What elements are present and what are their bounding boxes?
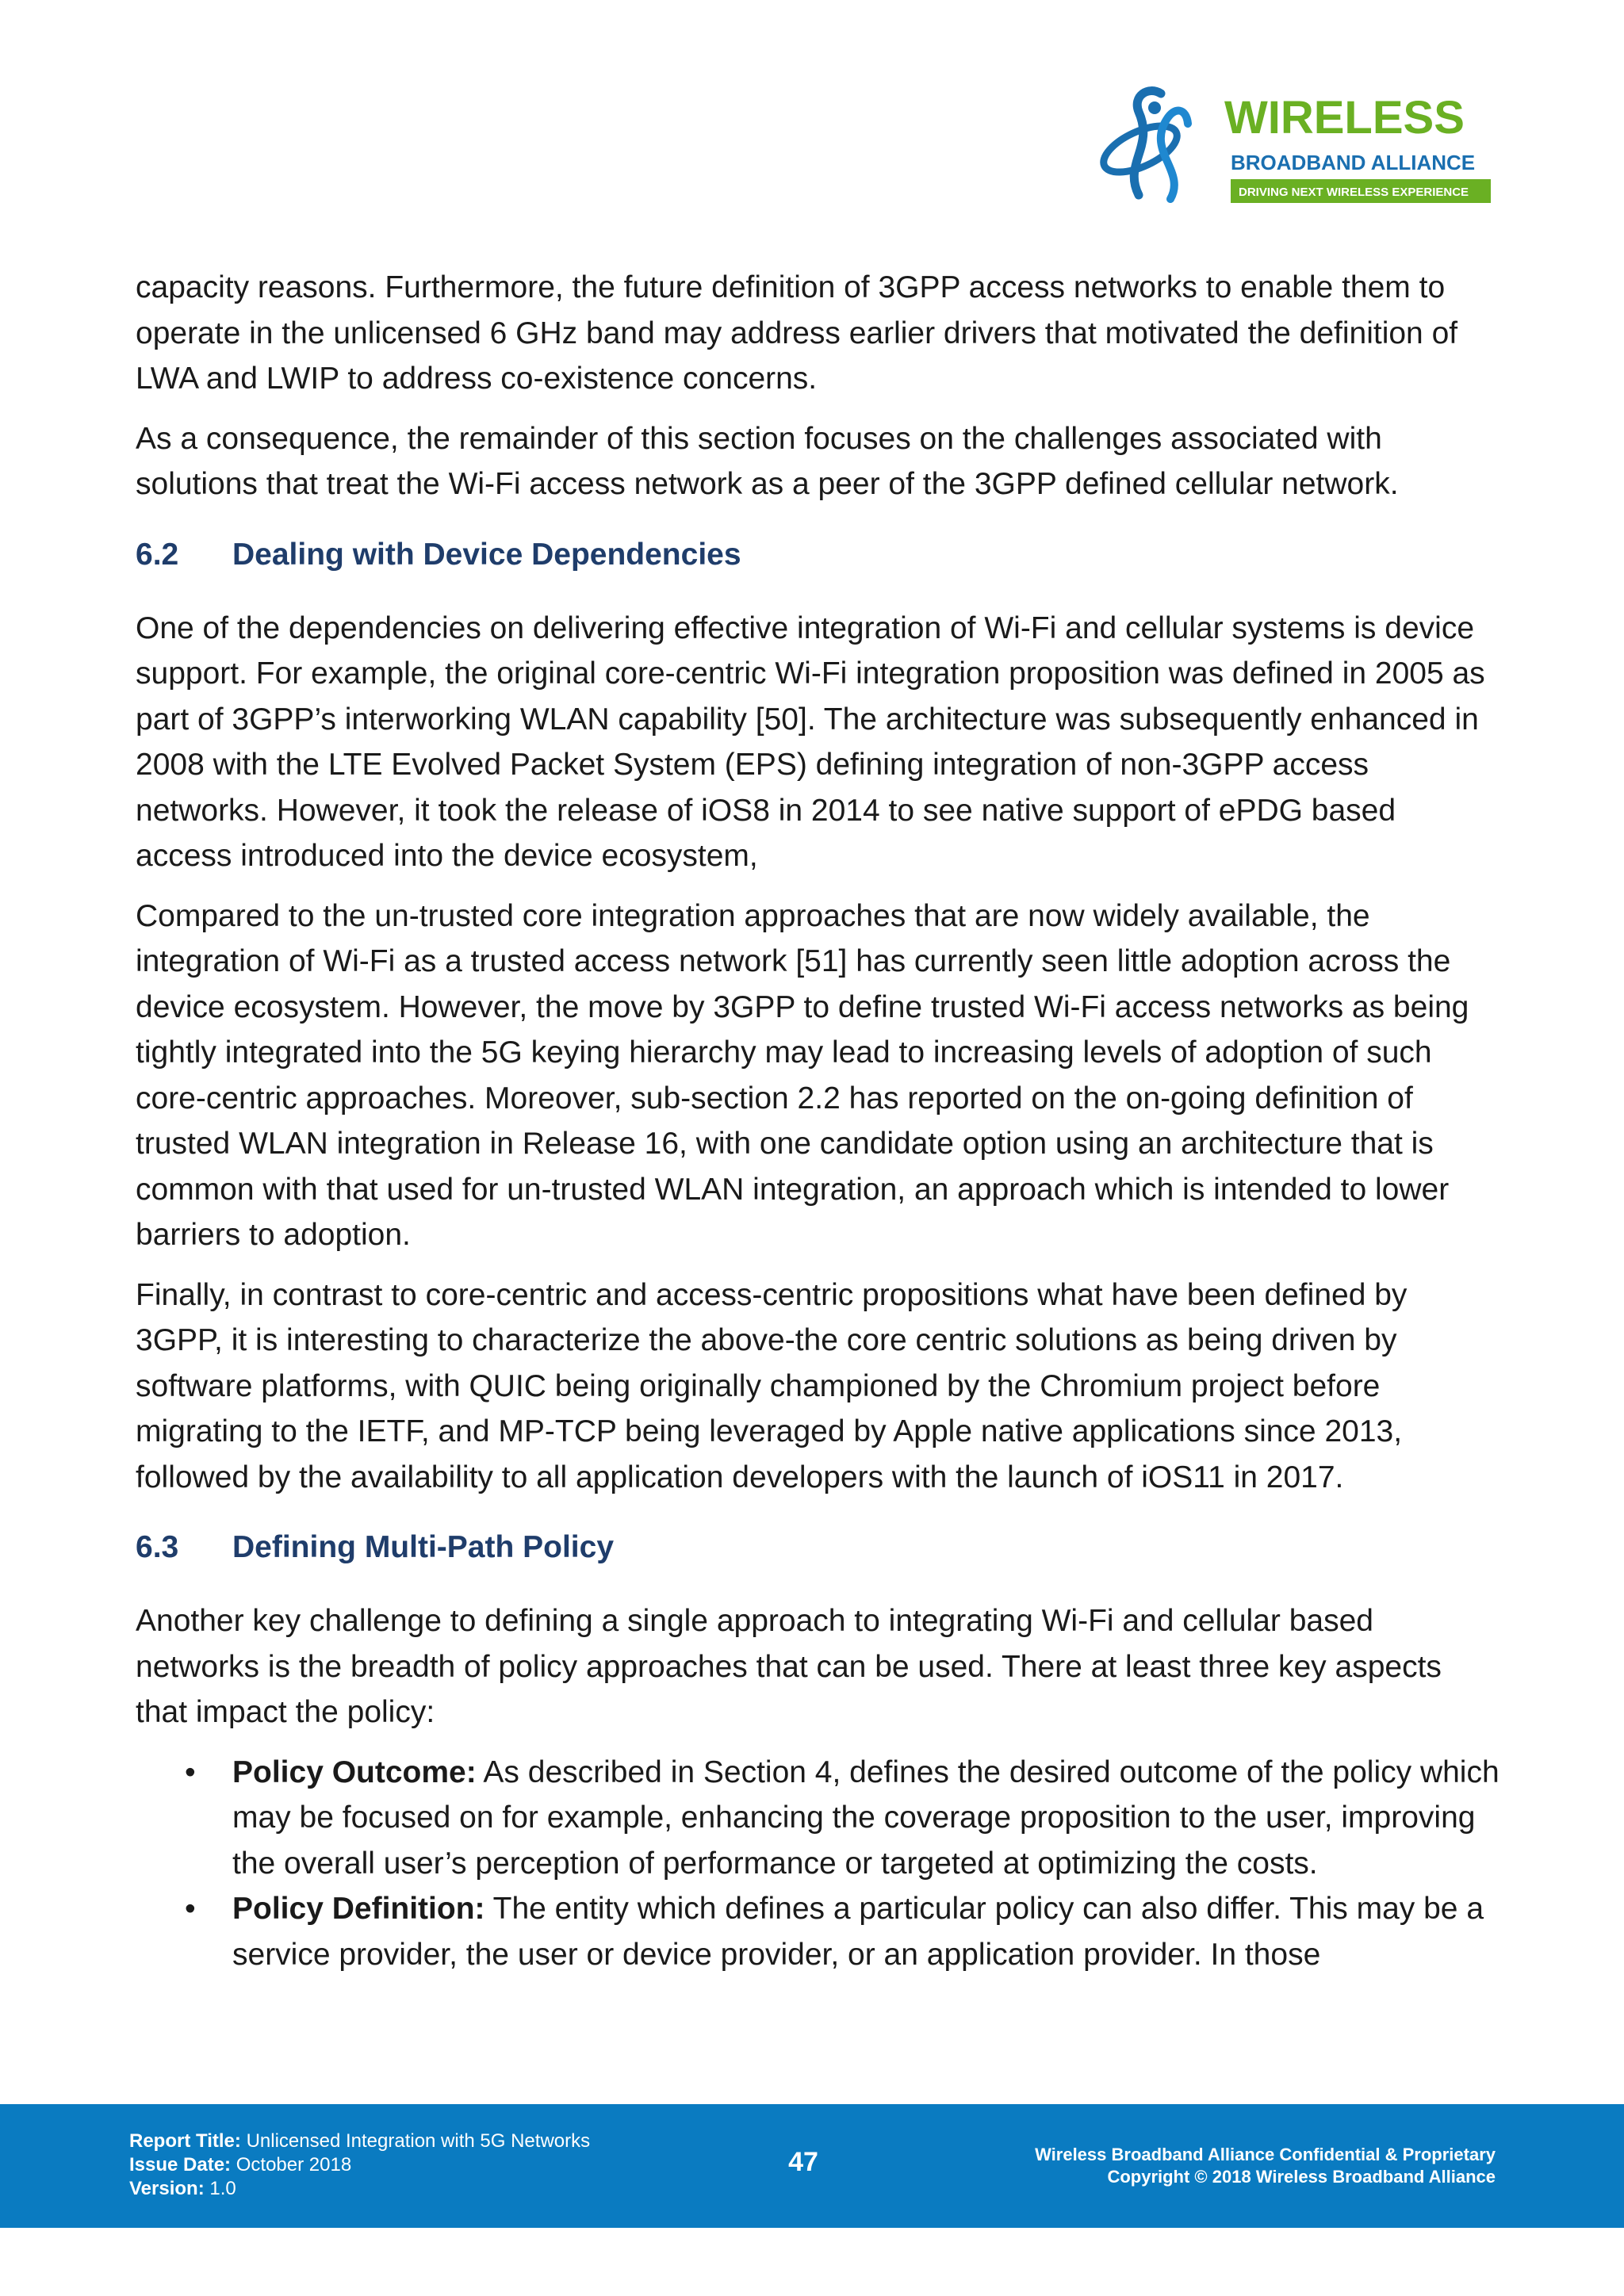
ribbon-figure-icon — [1097, 91, 1188, 199]
paragraph: Finally, in contrast to core-centric and access-centric propositions what have been defined by 3GPP, it is interesting to characterize the above-the core centric solutions as being driven by software platforms, with QUIC being originally championed by the Chromium project before migrating to the IETF, and MP-TCP being leveraged by Apple native applications since 2013, followed by the availability to all application developers with the launch of iOS11 in 2017. — [136, 1277, 1408, 1494]
wba-logo — [1091, 76, 1492, 219]
list-item-text: The entity which defines a particular policy can also differ. This may be a service provider, the user or device provider, or an application provider. In those — [232, 1892, 1484, 1972]
logo-tagline: DRIVING NEXT WIRELESS EXPERIENCE — [1239, 186, 1469, 199]
section-heading-6-2 — [136, 534, 1500, 576]
logo-word-broadband: BROADBAND ALLIANCE — [1231, 151, 1476, 174]
list-item-text: As described in Section 4, defines the desired outcome of the policy which may be focused on for example, enhancing the coverage proposition to the user, improving the overall user’s perception of performance or targeted at optimizing the costs. — [232, 1755, 1500, 1881]
footer-report-title: Report Title: Unlicensed Integration with 5G Networks — [129, 2130, 591, 2152]
paragraph: As a consequence, the remainder of this section focuses on the challenges associated with solutions that treat the Wi-Fi access network as a peer of the 3GPP defined cellular network. — [136, 421, 1399, 501]
bullet-icon: • — [185, 1892, 196, 1926]
footer-legal — [1035, 2144, 1496, 2188]
page-body — [136, 265, 1500, 1977]
section-number: 6.3 — [136, 1530, 179, 1564]
list-item-term: Policy Definition: — [232, 1892, 485, 1926]
section-number: 6.2 — [136, 537, 179, 572]
section-heading-6-3 — [136, 1527, 1500, 1568]
footer-copyright: Copyright © 2018 Wireless Broadband Alliance — [1107, 2167, 1496, 2187]
policy-aspects-list — [136, 1750, 1500, 1978]
section-title: Dealing with Device Dependencies — [232, 537, 741, 572]
paragraph: Compared to the un-trusted core integration approaches that are now widely available, the integration of Wi-Fi as a trusted access network [51] has currently seen little adoption across the device ecosystem. However, the move by 3GPP to define trusted Wi-Fi access networks as being tightly integrated into the 5G keying hierarchy may lead to increasing levels of adoption of such core-centric approaches. Moreover, sub-section 2.2 has reported on the on-going definition of trusted WLAN integration in Release 16, with one candidate option using an architecture that is common with that used for un-trusted WLAN integration, an approach which is intended to lower barriers to adoption. — [136, 898, 1469, 1252]
footer-issue-date: Issue Date: October 2018 — [129, 2154, 352, 2175]
paragraph: One of the dependencies on delivering effective integration of Wi-Fi and cellular systems is device support. For example, the original core-centric Wi-Fi integration proposition was defined in 2005 as part of 3GPP’s interworking WLAN capability [50]. The architecture was subsequently enhanced in 2008 with the LTE Evolved Packet System (EPS) defining integration of non-3GPP access networks. However, it took the release of iOS8 in 2014 to see native support of ePDG based access introduced into the device ecosystem, — [136, 610, 1485, 873]
section-title: Defining Multi-Path Policy — [232, 1530, 615, 1564]
page-footer — [0, 2104, 1624, 2228]
list-item-term: Policy Outcome: — [232, 1755, 477, 1789]
page-number: 47 — [788, 2147, 818, 2177]
bullet-icon: • — [185, 1755, 196, 1789]
wba-logo-graphic — [1091, 76, 1492, 219]
footer-report-info — [129, 2130, 590, 2201]
list-item — [136, 1886, 1500, 1977]
paragraph: Another key challenge to defining a single approach to integrating Wi-Fi and cellular based networks is the breadth of policy approaches that can be used. There at least three key aspects that impact the policy: — [136, 1604, 1442, 1729]
paragraph: capacity reasons. Furthermore, the future definition of 3GPP access networks to enable them to operate in the unlicensed 6 GHz band may address earlier drivers that motivated the definition of LWA and LWIP to address co-existence concerns. — [136, 270, 1458, 396]
list-item — [136, 1750, 1500, 1887]
footer-version: Version: 1.0 — [129, 2178, 236, 2199]
footer-confidential: Wireless Broadband Alliance Confidential & Proprietary — [1035, 2145, 1496, 2164]
logo-word-wireless: WIRELESS — [1224, 92, 1465, 144]
